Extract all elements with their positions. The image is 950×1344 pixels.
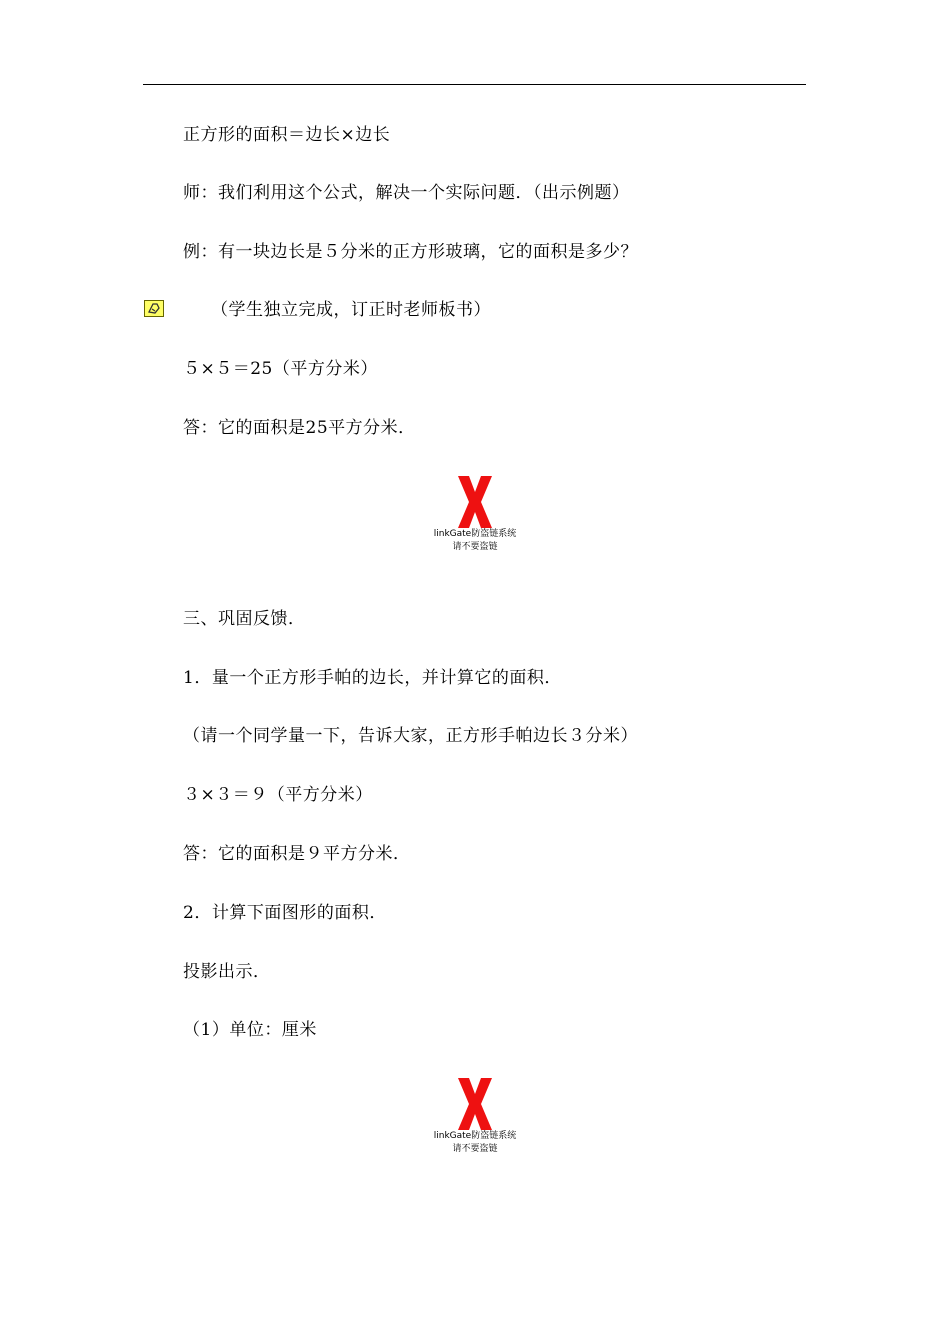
text-line: （请一个同学量一下，告诉大家，正方形手帕边长３分米） <box>183 726 638 746</box>
text-line: （1）单位：厘米 <box>183 1020 317 1040</box>
placeholder-caption: linkGate防盗链系统 <box>433 529 517 539</box>
text-line: 例：有一块边长是５分米的正方形玻璃，它的面积是多少？ <box>183 242 638 262</box>
text-line: 师：我们利用这个公式，解决一个实际问题．（出示例题） <box>183 183 630 203</box>
section-heading: 三、巩固反馈． <box>183 609 306 629</box>
broken-image-placeholder <box>420 1078 530 1156</box>
text-line: 正方形的面积＝边长×边长 <box>183 125 391 145</box>
text-line: 2．计算下面图形的面积． <box>183 903 387 923</box>
placeholder-caption: linkGate防盗链系统 <box>433 1131 517 1141</box>
text-line: ５×５＝25（平方分米） <box>183 359 378 379</box>
text-line: 答：它的面积是９平方分米． <box>183 844 411 864</box>
header-rule <box>143 84 806 85</box>
placeholder-caption: 请不要盗链 <box>452 1144 498 1154</box>
broken-image-placeholder <box>420 476 530 554</box>
text-line: 答：它的面积是25平方分米． <box>183 418 416 438</box>
text-line: （学生独立完成，订正时老师板书） <box>211 300 491 320</box>
red-x-icon <box>455 476 495 528</box>
placeholder-caption: 请不要盗链 <box>452 542 498 552</box>
note-icon[interactable] <box>144 300 164 317</box>
text-line: 1．量一个正方形手帕的边长，并计算它的面积． <box>183 668 562 688</box>
text-line: ３×３＝９（平方分米） <box>183 785 373 805</box>
red-x-icon <box>455 1078 495 1130</box>
text-line: 投影出示． <box>183 962 271 982</box>
